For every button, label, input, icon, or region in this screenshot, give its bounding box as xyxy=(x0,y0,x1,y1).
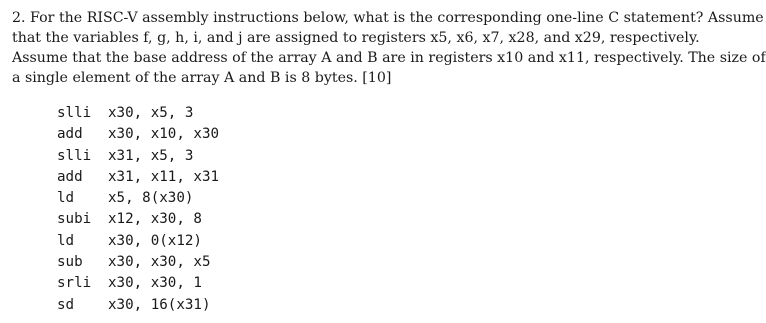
instruction-opcode: ld xyxy=(57,232,75,249)
question-block xyxy=(12,8,766,88)
instruction-row xyxy=(57,167,219,188)
instruction-opcode: sd xyxy=(57,296,75,313)
instruction-opcode: add xyxy=(57,126,83,143)
instruction-opcode: slli xyxy=(57,147,92,164)
instruction-opcode: subi xyxy=(57,211,92,228)
instruction-operands: x30, x30, x5 xyxy=(108,254,211,271)
instruction-opcode: slli xyxy=(57,105,92,121)
instruction-row xyxy=(57,273,219,294)
instruction-operands: x31, x11, x31 xyxy=(108,168,220,185)
instruction-opcode: ld xyxy=(57,190,75,207)
question-line-4: a single element of the array A and B is 8 bytes. [10] xyxy=(12,70,392,86)
instruction-row xyxy=(57,146,219,167)
instruction-row xyxy=(57,209,219,230)
instruction-row xyxy=(57,103,219,124)
instruction-row xyxy=(57,231,219,252)
instruction-row xyxy=(57,252,219,273)
instruction-opcode: sub xyxy=(57,254,83,271)
instruction-opcode: add xyxy=(57,168,83,185)
question-line-3: Assume that the base address of the array A and B are in registers x10 and x11, respectively. The size of xyxy=(12,50,766,66)
instruction-row xyxy=(57,124,219,145)
instruction-operands: x12, x30, 8 xyxy=(108,211,202,228)
instruction-operands: x30, x5, 3 xyxy=(108,105,194,121)
question-text xyxy=(12,8,766,88)
assembly-listing xyxy=(57,103,219,316)
instruction-operands: x30, 0(x12) xyxy=(108,232,202,249)
question-line-2: that the variables f, g, h, i, and j are assigned to registers x5, x6, x7, x28, and x29, respectively. xyxy=(12,30,700,46)
instruction-row xyxy=(57,295,219,316)
instruction-operands: x31, x5, 3 xyxy=(108,147,194,164)
instruction-operands: x5, 8(x30) xyxy=(108,190,194,207)
instruction-operands: x30, x10, x30 xyxy=(108,126,220,143)
instruction-opcode: srli xyxy=(57,275,92,292)
instruction-row xyxy=(57,188,219,209)
question-line-1: 2. For the RISC-V assembly instructions below, what is the corresponding one-line C statement? Assume xyxy=(12,10,764,26)
instruction-operands: x30, x30, 1 xyxy=(108,275,202,292)
instruction-operands: x30, 16(x31) xyxy=(108,296,211,313)
